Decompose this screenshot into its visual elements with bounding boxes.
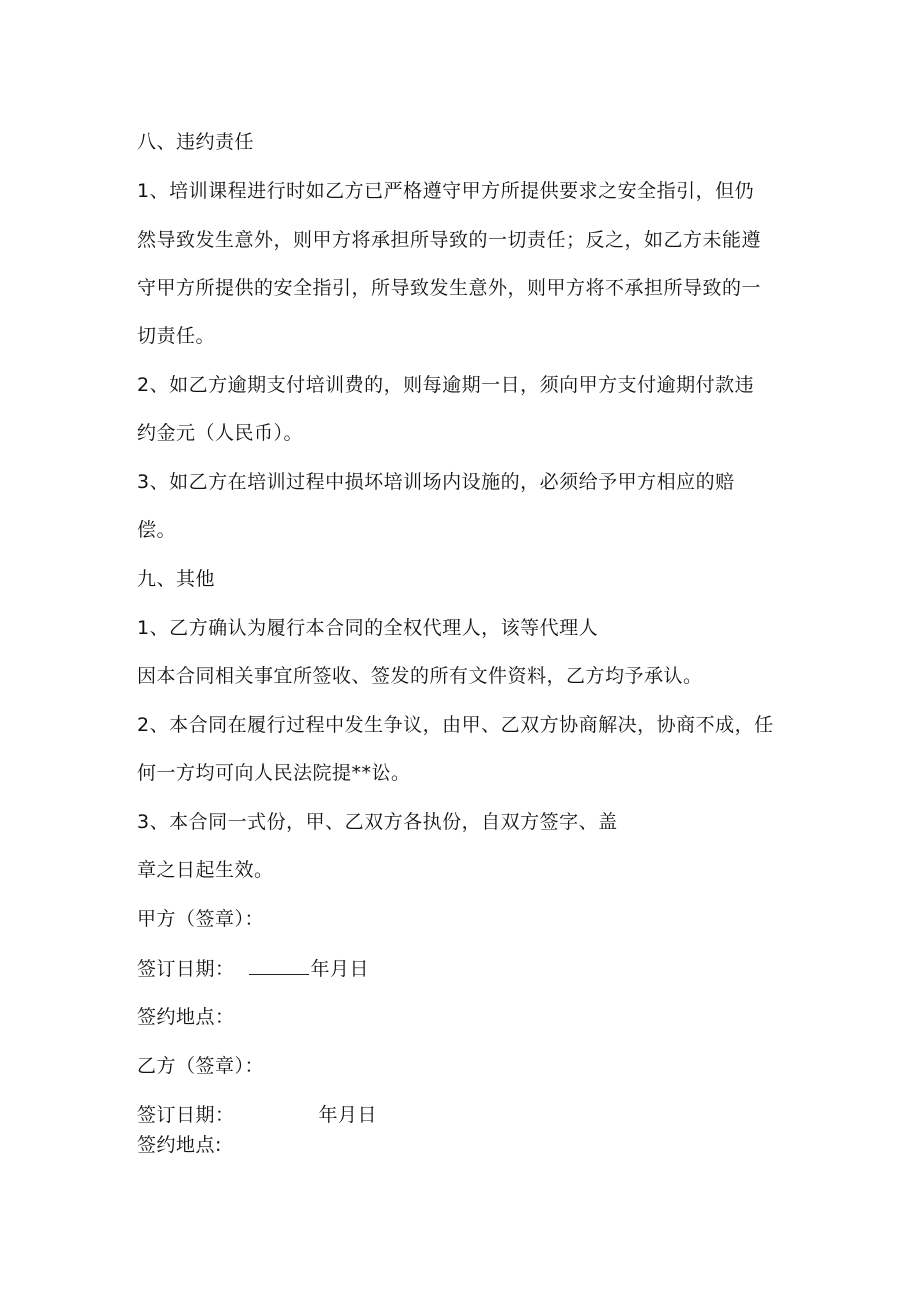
section-9-title: 九、其他	[137, 568, 216, 590]
party-a-date-suffix: 年月日	[310, 958, 370, 980]
party-b-place-label: 签约地点:	[137, 1134, 222, 1156]
party-b-date-label: 签订日期：	[137, 1104, 235, 1126]
party-a-place-label: 签约地点：	[137, 1006, 235, 1028]
section-8-item-2-line-1: 2、如乙方逾期支付培训费的，则每逾期一日，须向甲方支付逾期付款违	[137, 374, 755, 396]
section-8-title: 八、违约责任	[137, 131, 255, 153]
section-8-item-1-line-2: 然导致发生意外，则甲方将承担所导致的一切责任；反之，如乙方未能遵	[137, 229, 762, 251]
party-b-signature-label: 乙方（签章）：	[137, 1055, 265, 1077]
section-8-item-1-line-3: 守甲方所提供的安全指引，所导致发生意外，则甲方将不承担所导致的一	[137, 277, 762, 299]
section-8-item-1-line-1: 1、培训课程进行时如乙方已严格遵守甲方所提供要求之安全指引，但仍	[137, 180, 755, 202]
section-9-item-2-line-1: 2、本合同在履行过程中发生争议，由甲、乙双方协商解决，协商不成，任	[137, 714, 774, 736]
party-a-date-row	[137, 956, 369, 981]
section-8-item-1-line-4: 切责任。	[137, 325, 216, 347]
section-9-item-2-line-2: 何一方均可向人民法院提**讼。	[137, 762, 411, 784]
party-b-date-row	[137, 1103, 377, 1127]
section-8-item-3-line-2: 偿。	[137, 519, 177, 541]
section-9-item-1-line-2: 因本合同相关事宜所签收、签发的所有文件资料，乙方均予承认。	[137, 665, 703, 687]
party-a-date-blank	[249, 956, 309, 975]
section-8-item-3-line-1: 3、如乙方在培训过程中损坏培训场内设施的，必须给予甲方相应的赔	[137, 471, 735, 493]
party-a-signature-label: 甲方（签章）：	[137, 908, 265, 930]
party-a-date-label: 签订日期：	[137, 958, 235, 980]
section-9-item-3-line-1: 3、本合同一式份，甲、乙双方各执份，自双方签字、盖	[137, 811, 618, 833]
party-b-date-suffix: 年月日	[318, 1104, 378, 1126]
section-9-item-3-line-2: 章之日起生效。	[137, 859, 274, 881]
section-8-item-2-line-2: 约金元（人民币）。	[137, 422, 304, 444]
section-9-item-1-line-1: 1、乙方确认为履行本合同的全权代理人，该等代理人	[137, 617, 599, 639]
